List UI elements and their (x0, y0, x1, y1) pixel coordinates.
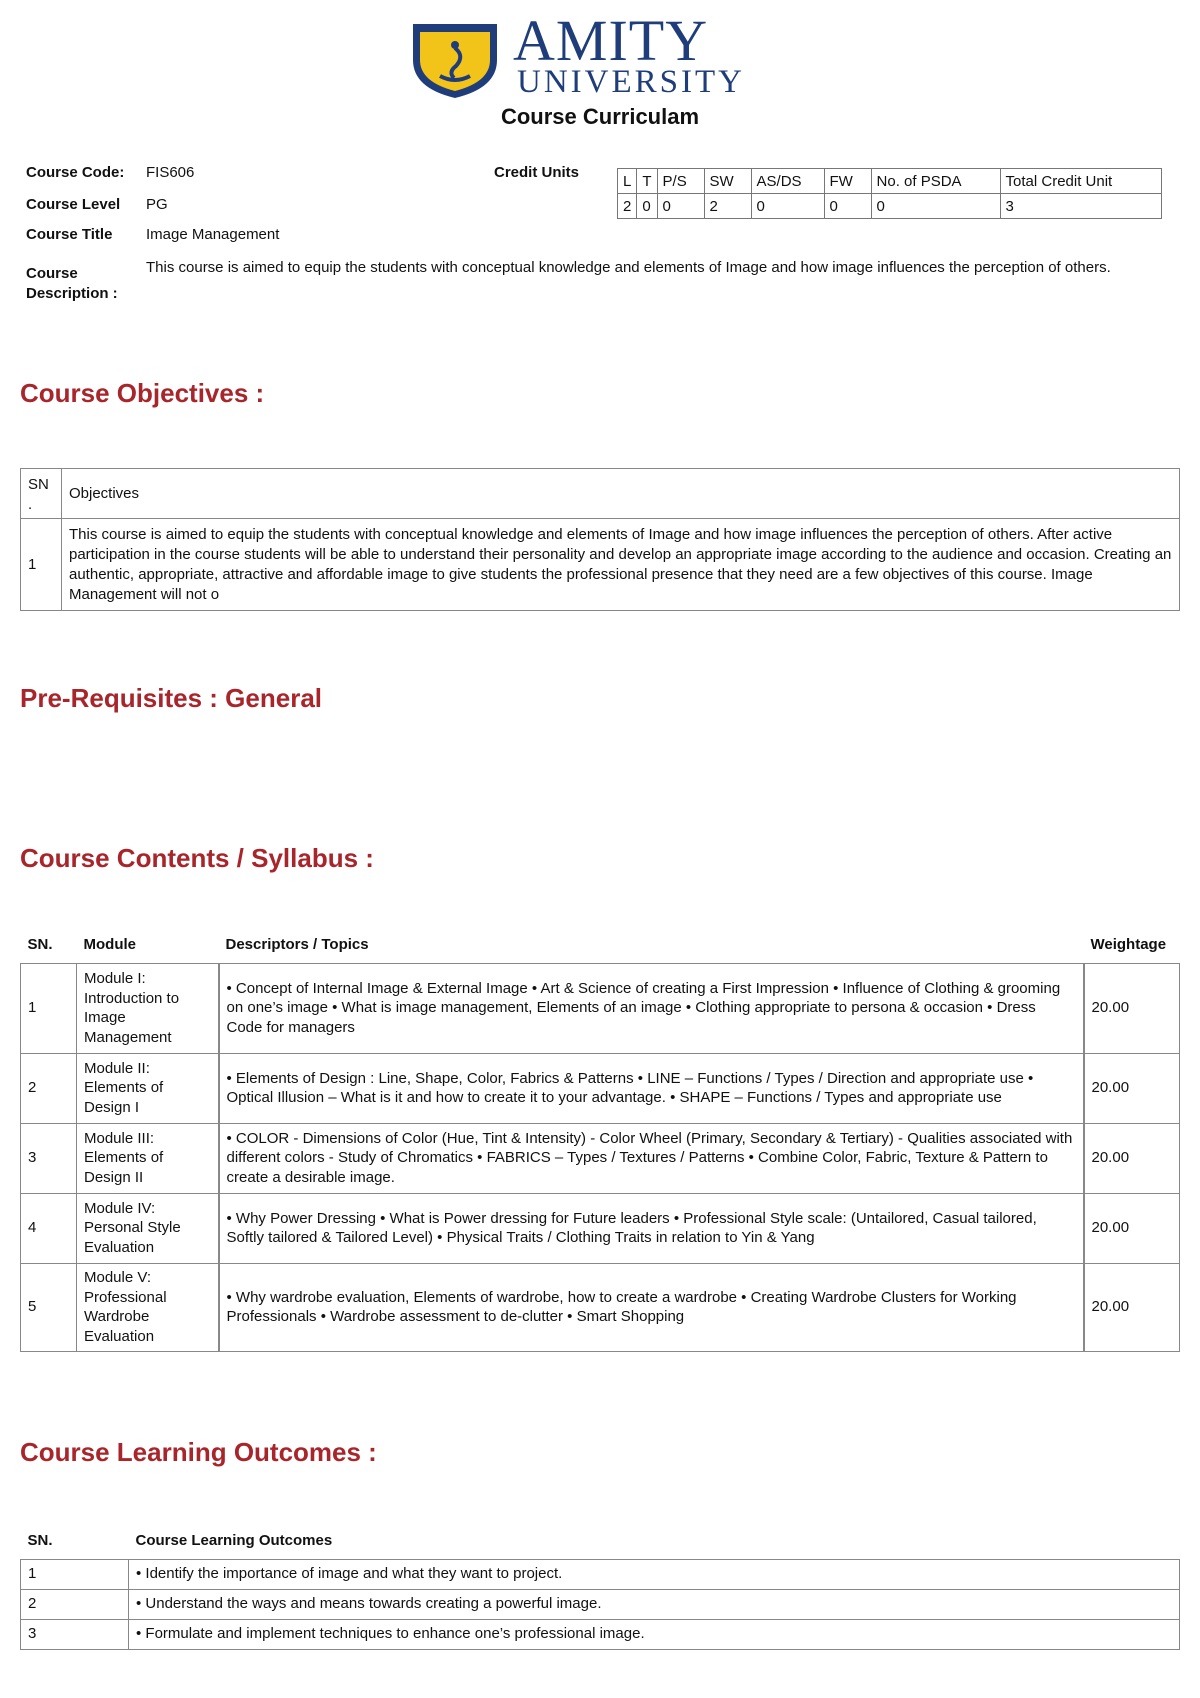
outcome-text: • Understand the ways and means towards creating a powerful image. (129, 1589, 1180, 1619)
outcomes-heading: Course Learning Outcomes : (20, 1437, 377, 1467)
syllabus-topics: • Elements of Design : Line, Shape, Color, Fabrics & Patterns • LINE – Functions / Types / Direction and appropriate use • Optical Illusion – What is it and how to create it to your advantage. • SHAPE – Functions / Types and appropriate use (219, 1053, 1084, 1123)
credit-header-cell: T (637, 169, 657, 194)
syllabus-module: Module II: Elements of Design I (77, 1053, 219, 1123)
syllabus-weightage: 20.00 (1084, 1053, 1180, 1123)
course-level-label: Course Level (26, 196, 121, 213)
syllabus-weightage-header: Weightage (1090, 936, 1167, 953)
outcome-sn: 1 (21, 1559, 129, 1589)
credit-value-cell: 2 (704, 194, 751, 219)
syllabus-sn: 4 (21, 1193, 77, 1263)
credit-value-cell: 0 (657, 194, 704, 219)
table-row (21, 1559, 1180, 1589)
credit-header-cell: Total Credit Unit (1000, 169, 1161, 194)
syllabus-weightage: 20.00 (1084, 1123, 1180, 1193)
outcome-text: • Formulate and implement techniques to enhance one’s professional image. (129, 1619, 1180, 1649)
credit-units-header-row (618, 169, 1162, 194)
credit-value-cell: 0 (751, 194, 824, 219)
credit-header-cell: SW (704, 169, 751, 194)
syllabus-sn: 2 (21, 1053, 77, 1123)
table-row (21, 519, 1180, 611)
credit-value-cell: 3 (1000, 194, 1161, 219)
credit-value-cell: 0 (871, 194, 1000, 219)
course-description-value: This course is aimed to equip the students with conceptual knowledge and elements of Image and how image influences the perception of others. (146, 259, 1111, 276)
logo-wordmark-amity: AMITY (513, 8, 709, 73)
table-row (21, 1589, 1180, 1619)
table-row (21, 1619, 1180, 1649)
syllabus-module: Module III: Elements of Design II (77, 1123, 219, 1193)
objectives-sn-header: SN . (21, 469, 62, 519)
university-logo (410, 8, 800, 100)
course-code-value: FIS606 (146, 164, 195, 181)
syllabus-table (20, 932, 1180, 1352)
syllabus-sn: 1 (21, 963, 77, 1053)
syllabus-weightage: 20.00 (1084, 1193, 1180, 1263)
document-title: Course Curriculam (500, 104, 700, 129)
syllabus-sn-header: SN. (27, 936, 53, 953)
syllabus-module: Module IV: Personal Style Evaluation (77, 1193, 219, 1263)
shield-emblem-icon (410, 18, 500, 100)
table-row (21, 1053, 1180, 1123)
credit-header-cell: FW (824, 169, 871, 194)
outcome-text: • Identify the importance of image and what they want to project. (129, 1559, 1180, 1589)
course-level-value: PG (146, 196, 168, 213)
objectives-text-header: Objectives (62, 469, 1180, 519)
course-description-label-line1: Course (26, 265, 78, 282)
credit-units-label: Credit Units (494, 164, 580, 181)
credit-value-cell: 0 (824, 194, 871, 219)
credit-units-table (617, 168, 1162, 219)
table-row (21, 1263, 1180, 1351)
credit-header-cell: L (618, 169, 637, 194)
syllabus-topics-header: Descriptors / Topics (225, 936, 369, 953)
outcomes-header-row (21, 1528, 1180, 1559)
objectives-header-row (21, 469, 1180, 519)
syllabus-topics: • Why wardrobe evaluation, Elements of wardrobe, how to create a wardrobe • Creating Wardrobe Clusters for Working Professionals • Wardrobe assessment to de-clutter • Smart Shopping (219, 1263, 1084, 1351)
outcomes-table (20, 1528, 1180, 1650)
syllabus-heading: Course Contents / Syllabus : (20, 843, 374, 873)
objectives-table (20, 468, 1180, 611)
course-description-label-line2: Description : (26, 285, 118, 302)
table-row (21, 1123, 1180, 1193)
course-description-label (26, 264, 118, 304)
credit-value-cell: 0 (637, 194, 657, 219)
course-title-value: Image Management (146, 226, 280, 243)
syllabus-topics: • Why Power Dressing • What is Power dressing for Future leaders • Professional Style scale: (Untailored, Casual tailored, Softly tailored & Tailored Level) • Physical Traits / Clothing Traits in relation to Yin & Yang (219, 1193, 1084, 1263)
logo-wordmark-university: UNIVERSITY (517, 64, 745, 100)
credit-header-cell: AS/DS (751, 169, 824, 194)
syllabus-topics: • COLOR - Dimensions of Color (Hue, Tint & Intensity) - Color Wheel (Primary, Secondary & Tertiary) - Qualities associated with different colors - Study of Chromatics • FABRICS – Types / Textures / Patterns • Combine Color, Fabric, Texture & Pattern to create a desirable image. (219, 1123, 1084, 1193)
table-row (21, 963, 1180, 1053)
credit-header-cell: No. of PSDA (871, 169, 1000, 194)
objective-sn: 1 (21, 519, 62, 611)
credit-units-value-row (618, 194, 1162, 219)
outcome-sn: 2 (21, 1589, 129, 1619)
outcome-sn: 3 (21, 1619, 129, 1649)
outcomes-text-header: Course Learning Outcomes (135, 1532, 333, 1549)
syllabus-module-header: Module (83, 936, 136, 953)
objective-text: This course is aimed to equip the students with conceptual knowledge and elements of Image and how image influences the perception of others. After active participation in the course students will be able to understand their personality and develop an appropriate image according to the audience and occasion. Creating an authentic, appropriate, attractive and affordable image to give students the professional presence that they need are a few objectives of this course. Image Management will not o (62, 519, 1180, 611)
syllabus-sn: 5 (21, 1263, 77, 1351)
credit-header-cell: P/S (657, 169, 704, 194)
syllabus-sn: 3 (21, 1123, 77, 1193)
course-title-label: Course Title (26, 226, 113, 243)
syllabus-module: Module V: Professional Wardrobe Evaluation (77, 1263, 219, 1351)
syllabus-header-row (21, 932, 1180, 963)
objectives-heading: Course Objectives : (20, 378, 265, 408)
prerequisites-heading: Pre-Requisites : General (20, 683, 322, 713)
outcomes-sn-header: SN. (27, 1532, 53, 1549)
syllabus-weightage: 20.00 (1084, 963, 1180, 1053)
syllabus-module: Module I: Introduction to Image Management (77, 963, 219, 1053)
credit-value-cell: 2 (618, 194, 637, 219)
table-row (21, 1193, 1180, 1263)
syllabus-topics: • Concept of Internal Image & External Image • Art & Science of creating a First Impression • Influence of Clothing & grooming on one’s image • What is image management, Elements of an image • Clothing appropriate to persona & occasion • Dress Code for managers (219, 963, 1084, 1053)
syllabus-weightage: 20.00 (1084, 1263, 1180, 1351)
course-code-label: Course Code: (26, 164, 125, 181)
